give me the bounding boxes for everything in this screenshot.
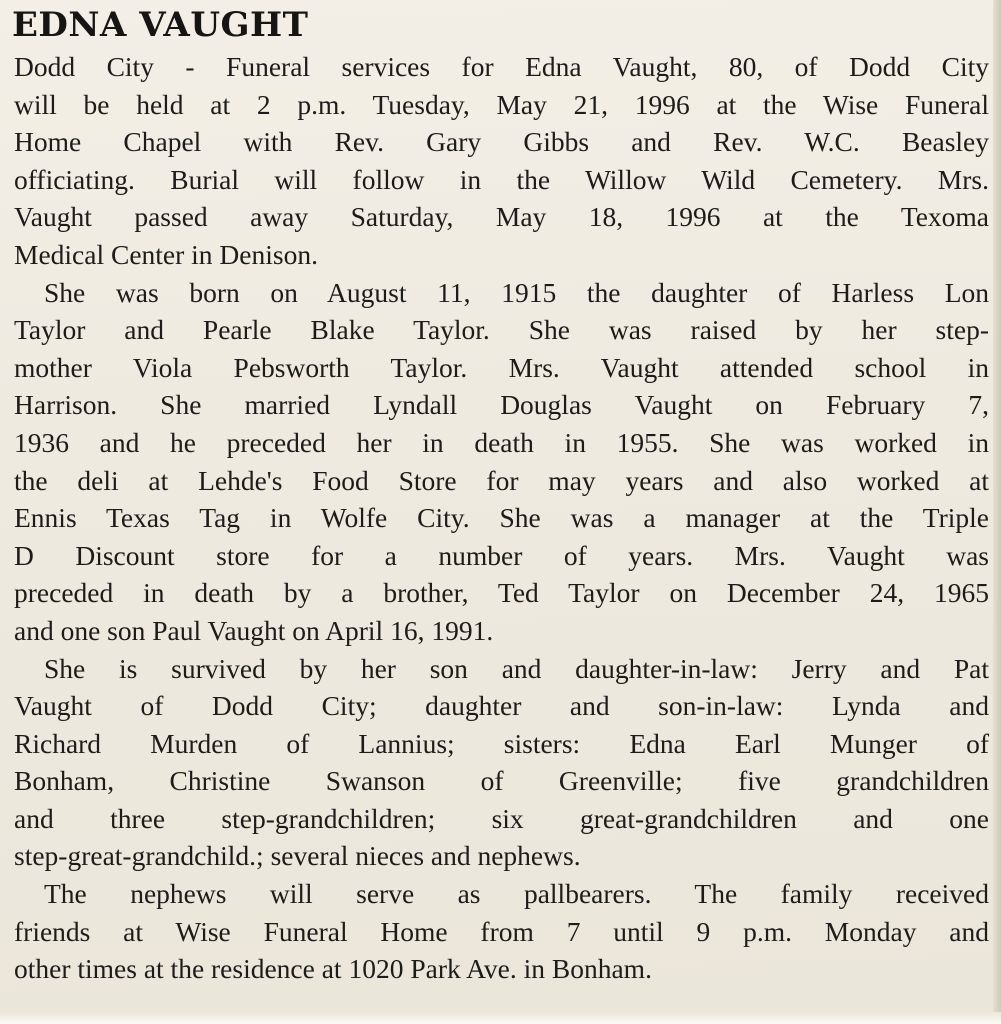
text-line: Harrison. She married Lyndall Douglas Vaught on February 7, xyxy=(14,389,989,421)
text-line: She is survived by her son and daughter-in-law: Jerry and Pat xyxy=(44,652,989,684)
text-line: Ennis Texas Tag in Wolfe City. She was a manager at the Triple xyxy=(14,502,989,534)
paragraph-biography xyxy=(14,274,989,650)
text-line: Vaught passed away Saturday, May 18, 1996 at the Texoma xyxy=(14,201,989,233)
text-line: and one son Paul Vaught on April 16, 1991. xyxy=(14,614,494,646)
obituary-body xyxy=(14,48,989,988)
text-line: Home Chapel with Rev. Gary Gibbs and Rev. W.C. Beasley xyxy=(14,126,989,158)
text-line: Taylor and Pearle Blake Taylor. She was raised by her step- xyxy=(14,314,989,346)
paragraph-services xyxy=(14,48,989,274)
text-line: preceded in death by a brother, Ted Taylor on December 24, 1965 xyxy=(14,577,989,609)
text-line: Dodd City - Funeral services for Edna Vaught, 80, of Dodd City xyxy=(14,51,989,82)
text-line: Richard Murden of Lannius; sisters: Edna Earl Munger of xyxy=(14,727,989,759)
text-line: She was born on August 11, 1915 the daughter of Harless Lon xyxy=(44,276,989,308)
text-line: Bonham, Christine Swanson of Greenville; five grandchildren xyxy=(14,765,989,797)
paragraph-pallbearers xyxy=(14,875,989,988)
text-line: 1936 and he preceded her in death in 1955. She was worked in xyxy=(14,426,989,458)
obituary-headline: EDNA VAUGHT xyxy=(12,5,309,45)
text-line: the deli at Lehde's Food Store for may years and also worked at xyxy=(14,464,989,496)
text-line: friends at Wise Funeral Home from 7 until 9 p.m. Monday and xyxy=(14,915,989,947)
text-line: Medical Center in Denison. xyxy=(14,238,318,270)
text-line: The nephews will serve as pallbearers. The family received xyxy=(44,878,989,910)
text-line: D Discount store for a number of years. Mrs. Vaught was xyxy=(14,539,989,571)
paragraph-survivors xyxy=(14,650,989,876)
text-line: officiating. Burial will follow in the Willow Wild Cemetery. Mrs. xyxy=(14,163,989,195)
text-line: will be held at 2 p.m. Tuesday, May 21, 1996 at the Wise Funeral xyxy=(14,88,989,120)
text-line: other times at the residence at 1020 Park Ave. in Bonham. xyxy=(14,953,652,985)
text-line: mother Viola Pebsworth Taylor. Mrs. Vaught attended school in xyxy=(14,351,989,383)
clipping-right-edge xyxy=(993,0,1001,1024)
text-line: Vaught of Dodd City; daughter and son-in-law: Lynda and xyxy=(14,690,989,722)
text-line: step-great-grandchild.; several nieces and nephews. xyxy=(14,840,581,872)
clipping-bottom-edge xyxy=(0,1012,1001,1024)
text-line: and three step-grandchildren; six great-grandchildren and one xyxy=(14,802,989,834)
